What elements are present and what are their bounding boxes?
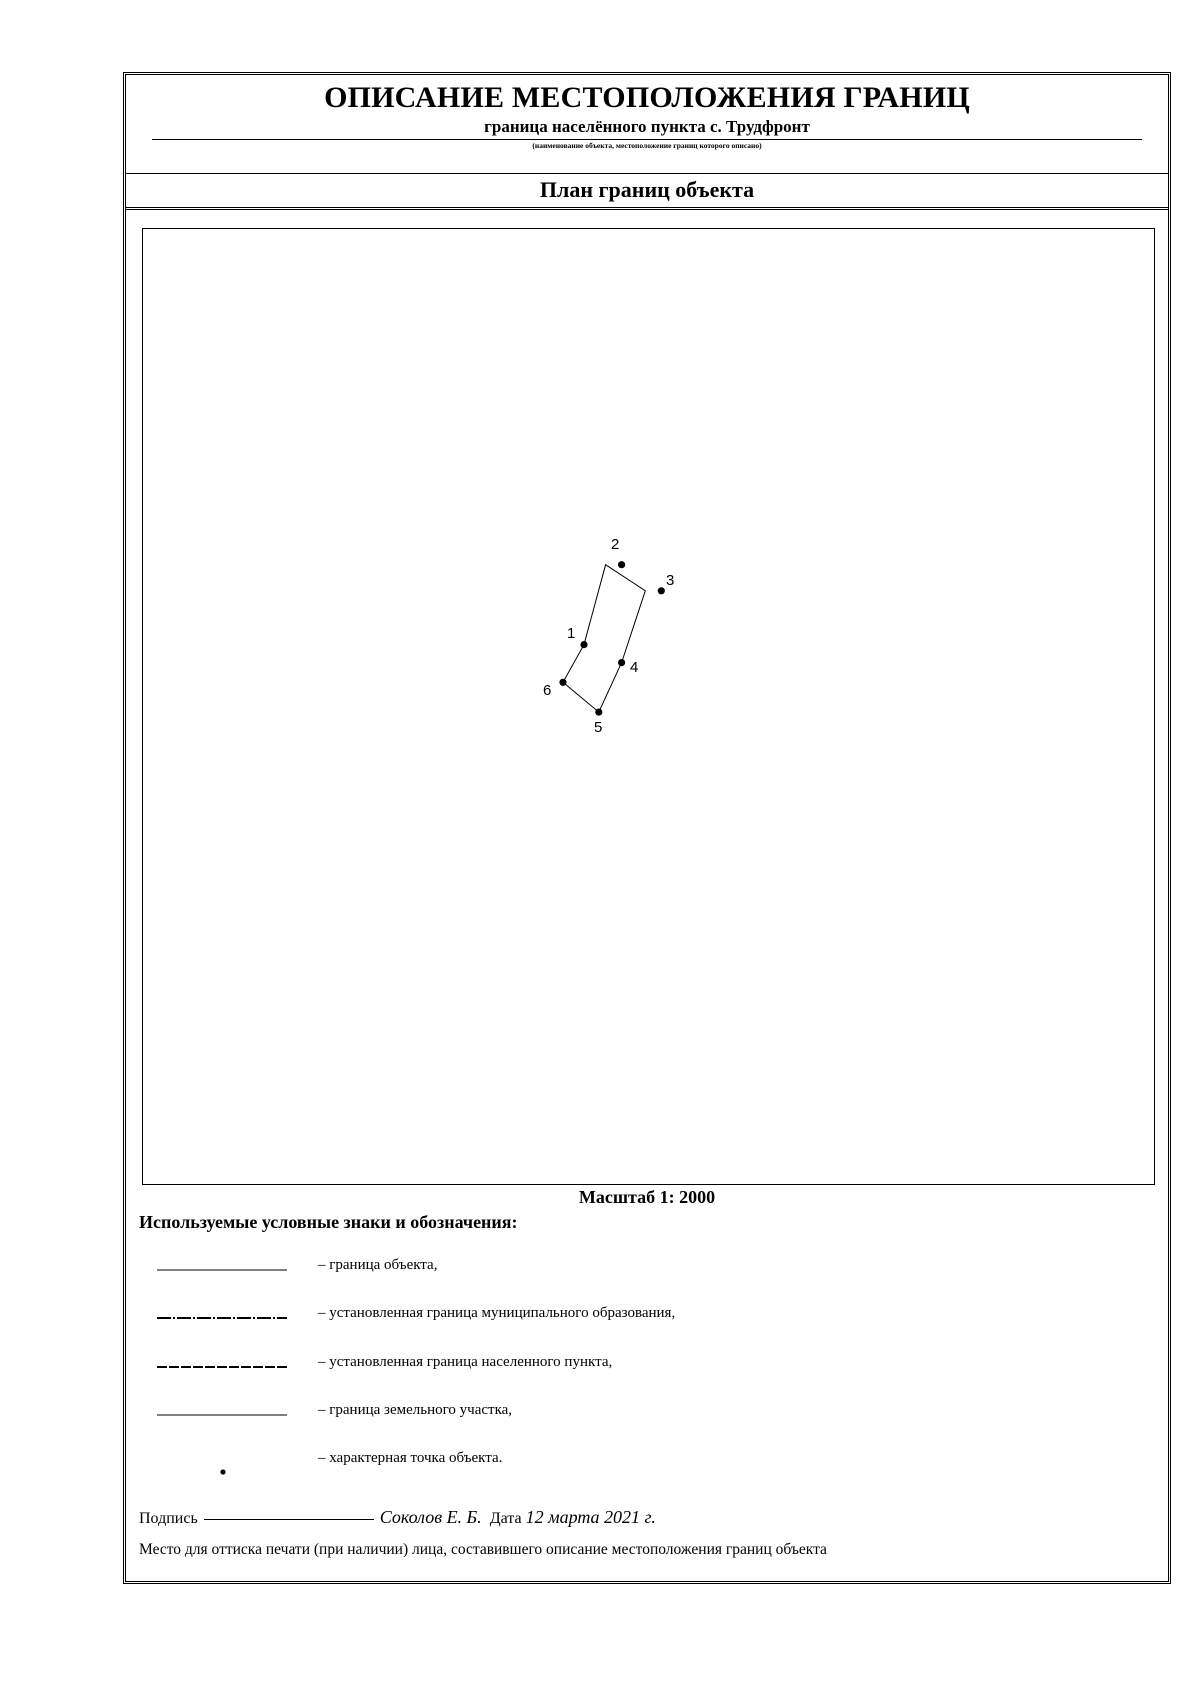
legend-solid-line-symbol	[157, 1255, 288, 1275]
signer-name: Соколов Е. Б.	[379, 1507, 482, 1527]
boundary-plan-svg	[143, 229, 1153, 1183]
map-area	[142, 228, 1155, 1185]
boundary-point-5	[595, 709, 602, 716]
document-title: ОПИСАНИЕ МЕСТОПОЛОЖЕНИЯ ГРАНИЦ	[324, 81, 970, 114]
title-rule	[152, 139, 1142, 140]
legend-dash-dot-line-symbol	[157, 1303, 288, 1323]
boundary-point-4	[618, 659, 625, 666]
legend-title: Используемые условные знаки и обозначения:	[139, 1212, 518, 1232]
plan-heading: План границ объекта	[126, 173, 1168, 210]
legend-label: – характерная точка объекта.	[318, 1450, 503, 1466]
legend-solid-line-symbol	[157, 1400, 288, 1420]
object-boundary	[563, 565, 645, 712]
document-subtitle: граница населённого пункта с. Трудфронт	[484, 117, 810, 136]
legend-label: – установленная граница населенного пункта,	[318, 1354, 613, 1370]
signature-blank	[204, 1519, 374, 1520]
document-caption: (наименование объекта, местоположение границ которого описано)	[532, 141, 762, 150]
document-frame	[123, 72, 1171, 1584]
boundary-point-2	[618, 561, 625, 568]
legend-label: – граница объекта,	[318, 1257, 438, 1273]
legend-label: – установленная граница муниципального образования,	[318, 1305, 676, 1321]
title-block	[126, 75, 1168, 174]
stamp-note: Место для оттиска печати (при наличии) лица, составившего описание местоположения границ объекта	[139, 1541, 827, 1558]
point-label-2: 2	[611, 536, 620, 553]
legend-label: – граница земельного участка,	[318, 1402, 513, 1418]
legend-point-symbol	[157, 1448, 288, 1478]
boundary-point-6	[559, 679, 566, 686]
date-label: Дата	[489, 1510, 522, 1527]
boundary-point-3	[658, 587, 665, 594]
point-label-4: 4	[630, 659, 639, 676]
date-value: 12 марта 2021 г.	[525, 1507, 656, 1527]
point-label-5: 5	[594, 719, 603, 736]
legend-dash-line-symbol	[157, 1352, 288, 1372]
boundary-point-1	[580, 641, 587, 648]
point-label-1: 1	[567, 625, 576, 642]
signature-line	[139, 1507, 656, 1528]
scale-label: Масштаб 1: 2000	[578, 1187, 716, 1207]
signature-label: Подпись	[139, 1510, 198, 1527]
point-label-6: 6	[543, 682, 552, 699]
point-label-3: 3	[666, 572, 675, 589]
